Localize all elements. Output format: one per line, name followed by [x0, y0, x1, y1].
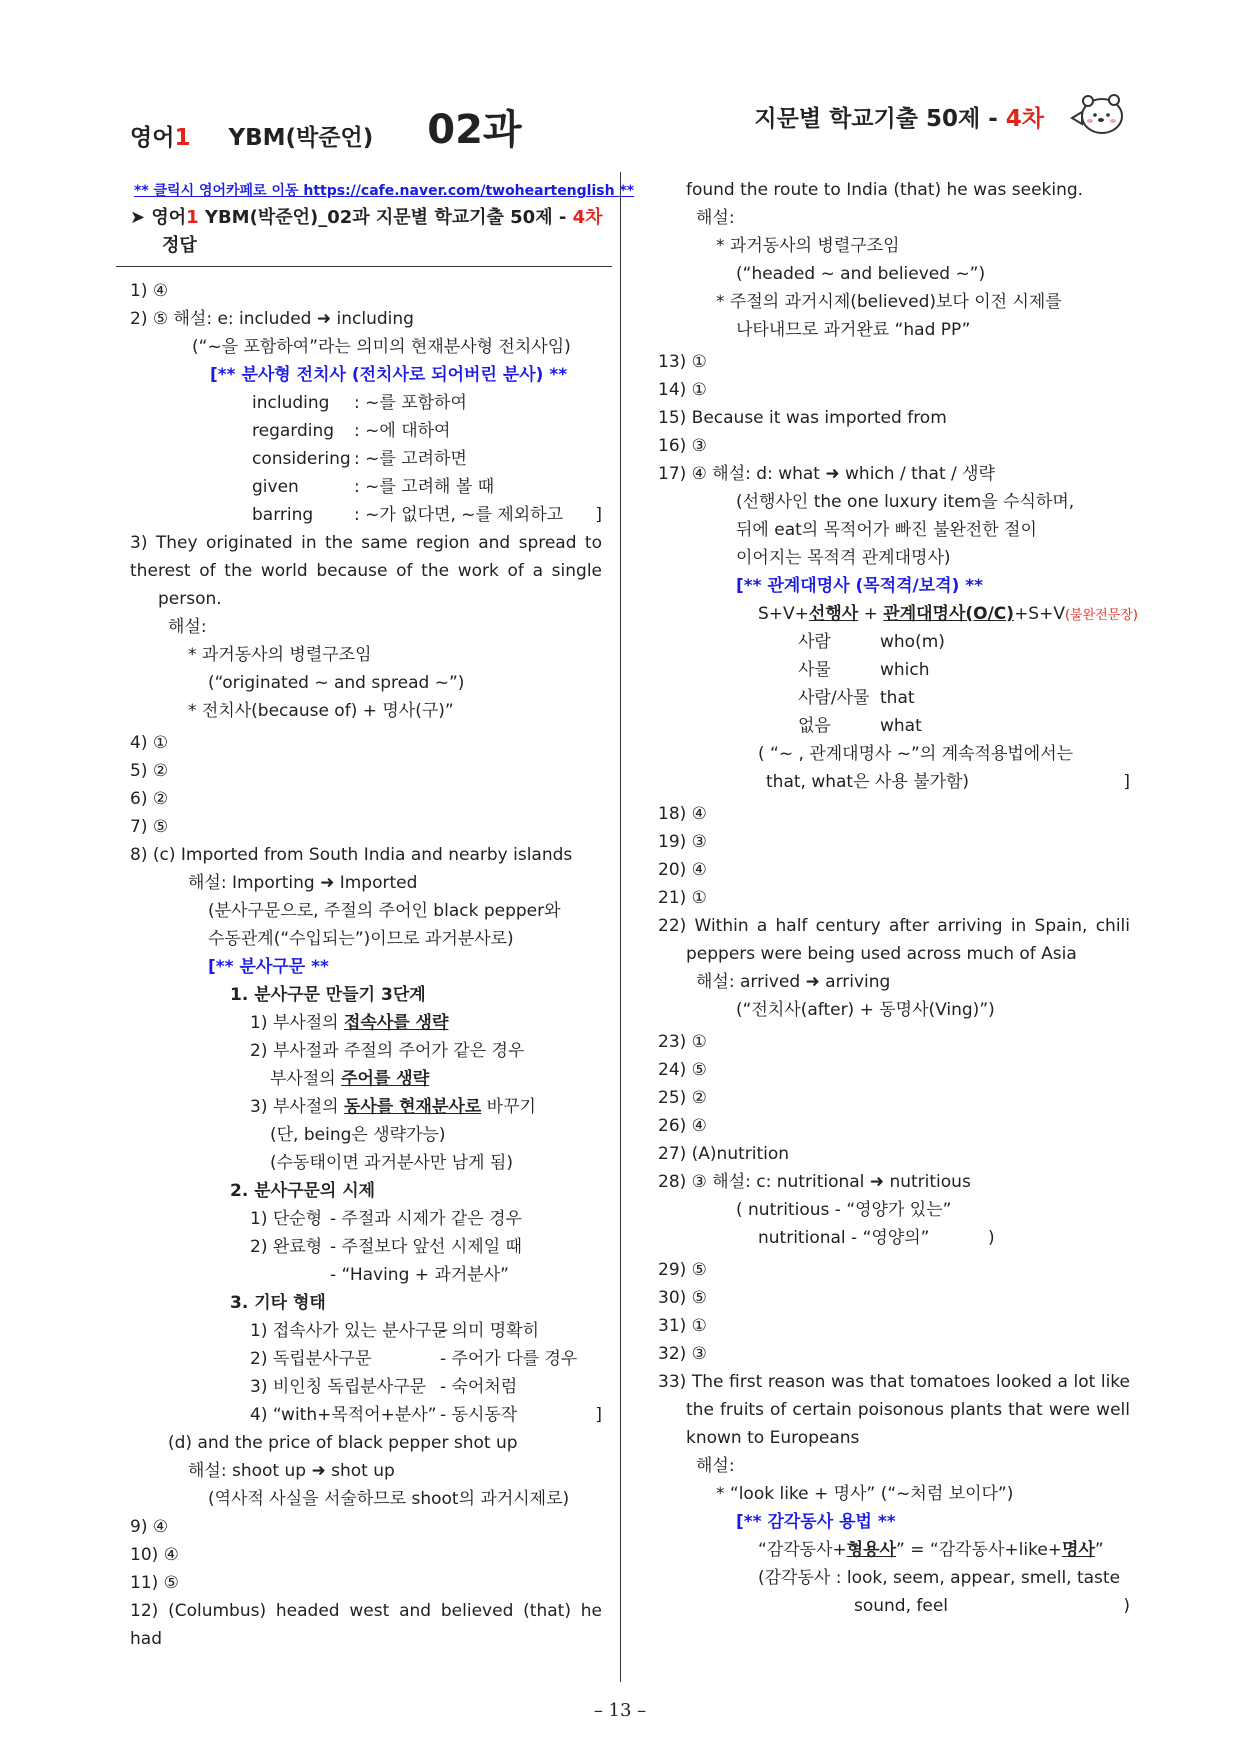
answer-20: 20) ④ [658, 860, 707, 880]
answer-29: 29) ⑤ [658, 1260, 707, 1280]
round-number: 4차 [1005, 106, 1044, 132]
answer-10: 10) ④ [130, 1545, 179, 1565]
explanation-label: 해설: [696, 1456, 735, 1476]
relative-row: 없음 what [798, 716, 922, 736]
answer-19: 19) ③ [658, 832, 707, 852]
answer-12-cont: found the route to India (that) he was seeking. [686, 180, 1084, 200]
tense-row: 1) 단순형 - 주절과 시제가 같은 경우 [250, 1209, 522, 1229]
answer-22: 22) Within a half century after arriving in Spain, chili [658, 916, 1130, 936]
page-header [130, 88, 1130, 153]
answer-22-cont: peppers were being used across much of Asia [686, 944, 1077, 964]
answer-22-exp: (“전치사(after) + 동명사(Ving)”) [736, 1000, 995, 1020]
step-2-cont: 부사절의 주어를 생략 [270, 1069, 430, 1089]
relative-formula: S+V+선행사 + 관계대명사(O/C)+S+V(불완전문장) [758, 604, 1138, 624]
answer-3-exp: * 과거동사의 병렬구조임 [188, 645, 372, 665]
answer-17-exp: (선행사인 the one luxury item을 수식하며, [736, 492, 1075, 512]
answer-4: 4) ① [130, 733, 169, 753]
explanation-label: 해설: [696, 208, 735, 228]
answer-9: 9) ④ [130, 1517, 169, 1537]
answer-12-exp: * 주절의 과거시제(believed)보다 이전 시제를 [716, 292, 1062, 312]
answer-3-end: person. [158, 589, 222, 609]
tense-row: 2) 완료형 - 주절보다 앞선 시제일 때 [250, 1237, 522, 1257]
section-heading: 2. 분사구문의 시제 [230, 1181, 376, 1201]
pp-row: including : ~를 포함하여 [252, 393, 467, 413]
relative-row: 사람 who(m) [798, 632, 945, 652]
title-rule [116, 266, 612, 267]
answer-17-exp: 이어지는 목적격 관계대명사) [736, 548, 951, 568]
answer-3-exp: (“originated ~ and spread ~”) [208, 673, 465, 693]
step-2: 2) 부사절과 주절의 주어가 같은 경우 [250, 1041, 525, 1061]
step-3: 3) 부사절의 동사를 현재분사로 바꾸기 [250, 1097, 536, 1117]
answer-8-exp: 수동관계(“수입되는”)이므로 과거분사로) [208, 929, 514, 949]
section-heading: 3. 기타 형태 [230, 1293, 326, 1313]
answer-16: 16) ③ [658, 436, 707, 456]
relative-pronoun-box: [** 관계대명사 (목적격/보격) ** [736, 576, 984, 596]
answer-12-exp: * 과거동사의 병렬구조임 [716, 236, 900, 256]
step-1: 1) 부사절의 접속사를 생략 [250, 1013, 449, 1033]
form-row: 4) “with+목적어+분사” - 동시동작 ] [250, 1405, 602, 1425]
relative-note: that, what은 사용 불가함) ] [766, 772, 1130, 792]
relative-row: 사물 which [798, 660, 930, 680]
right-column [658, 176, 1138, 1620]
answer-8d: (d) and the price of black pepper shot up [168, 1433, 518, 1453]
relative-row: 사람/사물 that [798, 688, 915, 708]
answer-6: 6) ② [130, 789, 169, 809]
publisher: YBM(박준언) [228, 125, 374, 151]
answer-17: 17) ④ 해설: d: what ➜ which / that / 생략 [658, 464, 995, 484]
form-row: 1) 접속사가 있는 분사구문- 의미 명확히 [250, 1321, 540, 1341]
answer-22-exp: 해설: arrived ➜ arriving [696, 972, 891, 992]
answer-33: 33) The first reason was that tomatoes looked a lot like [658, 1372, 1130, 1392]
answer-3-cont: rest of the world because of the work of a single [158, 561, 602, 581]
answer-30: 30) ⑤ [658, 1288, 707, 1308]
answer-3: 3) They originated in the same region and spread to the [130, 533, 602, 581]
answer-33-cont: the fruits of certain poisonous plants that were well [686, 1400, 1130, 1420]
pp-row: given : ~를 고려해 볼 때 [252, 477, 495, 497]
answer-8-exp: 해설: Importing ➜ Imported [188, 873, 418, 893]
answer-11: 11) ⑤ [130, 1573, 179, 1593]
answer-12-exp: (“headed ~ and believed ~”) [736, 264, 986, 284]
form-row: 2) 독립분사구문 - 주어가 다를 경우 [250, 1349, 578, 1369]
answer-3-exp: * 전치사(because of) + 명사(구)” [188, 701, 454, 721]
step-3-note: (수동태이면 과거분사만 남게 됨) [270, 1153, 513, 1173]
tense-row-cont: - “Having + 과거분사” [330, 1265, 509, 1285]
answer-15: 15) Because it was imported from [658, 408, 947, 428]
answer-7: 7) ⑤ [130, 817, 169, 837]
answer-subtitle: 정답 [162, 235, 197, 256]
pp-row: barring : ~가 없다면, ~를 제외하고 ] [252, 505, 602, 525]
sense-verb-box: [** 감각동사 용법 ** [736, 1512, 896, 1532]
pp-row: considering : ~를 고려하면 [252, 449, 467, 469]
answer-8d-exp: 해설: shoot up ➜ shot up [188, 1461, 395, 1481]
answer-2: 2) ⑤ 해설: e: included ➜ including [130, 309, 414, 329]
answer-12: 12) (Columbus) headed west and believed (that) he had [130, 1601, 602, 1649]
bear-mascot-icon [1068, 88, 1128, 138]
answer-13: 13) ① [658, 352, 707, 372]
answer-1: 1) ④ [130, 281, 169, 301]
section-heading: 1. 분사구문 만들기 3단계 [230, 985, 426, 1005]
sense-verb-formula: “감각동사+형용사” = “감각동사+like+명사” [758, 1540, 1104, 1560]
subject-number: 1 [174, 125, 191, 151]
answer-27: 27) (A)nutrition [658, 1144, 790, 1164]
explanation-label: 해설: [168, 617, 207, 637]
answer-14: 14) ① [658, 380, 707, 400]
answer-25: 25) ② [658, 1088, 707, 1108]
answer-28: 28) ③ 해설: c: nutritional ➜ nutritious [658, 1172, 971, 1192]
answer-8: 8) (c) Imported from South India and nearby islands [130, 845, 573, 865]
step-3-note: (단, being은 생략가능) [270, 1125, 446, 1145]
answer-12-exp: 나타내므로 과거완료 “had PP” [736, 320, 971, 340]
answer-8-exp: (분사구문으로, 주절의 주어인 black pepper와 [208, 901, 561, 921]
header-right [754, 100, 1044, 133]
answer-2-note: (“~을 포함하여”라는 의미의 현재분사형 전치사임) [192, 337, 571, 357]
lesson-title: 02과 [427, 107, 522, 153]
answer-33-exp: * “look like + 명사” (“~처럼 보이다”) [716, 1484, 1014, 1504]
answer-8d-exp: (역사적 사실을 서술하므로 shoot의 과거시제로) [208, 1489, 570, 1509]
answer-31: 31) ① [658, 1316, 707, 1336]
answer-28-exp: ( nutritious - “영양가 있는” [736, 1200, 952, 1220]
subject: 영어 [130, 125, 175, 151]
answer-21: 21) ① [658, 888, 707, 908]
participle-preposition-box: [** 분사형 전치사 (전치사로 되어버린 분사) ** [210, 365, 568, 385]
answer-28-exp: nutritional - “영양의” ) [758, 1228, 995, 1248]
series-title: 지문별 학교기출 50제 - [754, 106, 998, 132]
relative-note: ( “~ , 관계대명사 ~”의 계속적용법에서는 [758, 744, 1074, 764]
cafe-link[interactable]: ** 클릭시 영어카페로 이동 https://cafe.naver.com/twoheartenglish ** [134, 183, 635, 199]
answer-title: ➤ 영어1 YBM(박준언)_02과 지문별 학교기출 50제 - 4차 [130, 207, 603, 228]
column-divider [620, 172, 621, 1682]
header-left [130, 100, 522, 157]
answer-32: 32) ③ [658, 1344, 707, 1364]
pp-row: regarding : ~에 대하여 [252, 421, 451, 441]
answer-17-exp: 뒤에 eat의 목적어가 빠진 불완전한 절이 [736, 520, 1037, 540]
answer-26: 26) ④ [658, 1116, 707, 1136]
answer-24: 24) ⑤ [658, 1060, 707, 1080]
participle-construction-box: [** 분사구문 ** [208, 957, 329, 977]
answer-23: 23) ① [658, 1032, 707, 1052]
answer-33-end: known to Europeans [686, 1428, 860, 1448]
form-row: 3) 비인칭 독립분사구문 - 숙어처럼 [250, 1377, 518, 1397]
sense-verb-list: (감각동사 : look, seem, appear, smell, taste [758, 1568, 1121, 1588]
answer-5: 5) ② [130, 761, 169, 781]
page-number: – 13 – [593, 1700, 647, 1721]
answer-18: 18) ④ [658, 804, 707, 824]
left-column [130, 176, 635, 1649]
sense-verb-list-cont: sound, feel ) [854, 1596, 1130, 1616]
